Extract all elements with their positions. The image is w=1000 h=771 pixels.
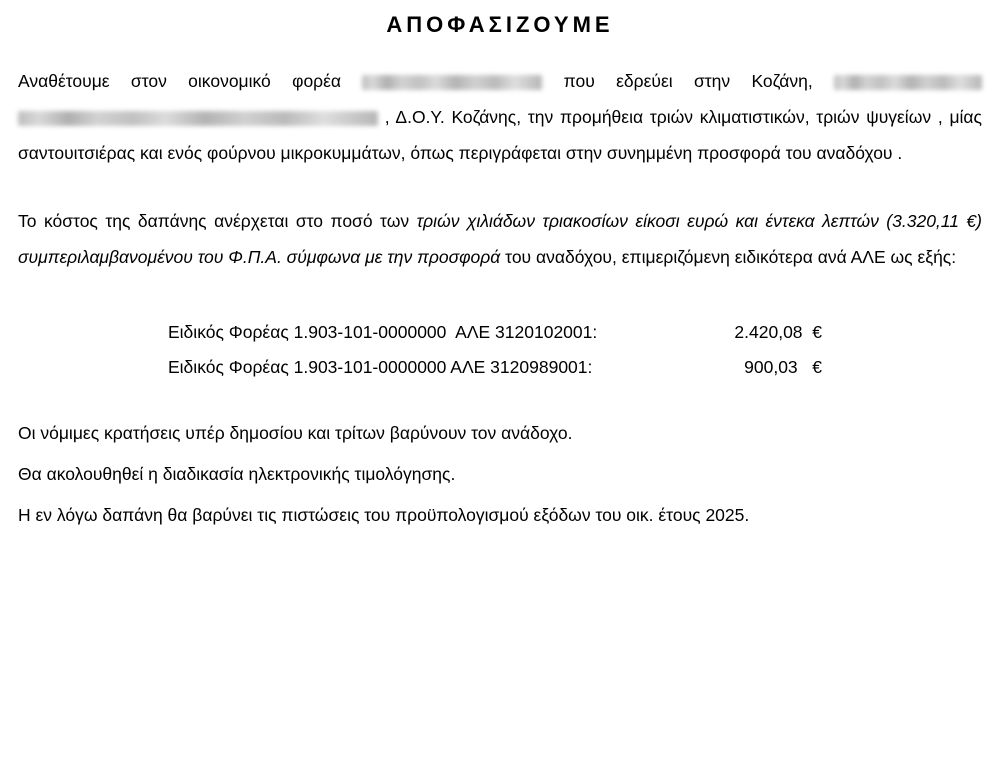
cost-text-part2: του αναδόχου, επιμεριζόμενη ειδικότερα ανά ΑΛΕ ως εξής: bbox=[505, 246, 957, 267]
allocation-table bbox=[168, 315, 982, 385]
award-text-part2: που εδρεύει στην Κοζάνη, bbox=[542, 71, 834, 91]
paragraph-spacer-3 bbox=[18, 385, 982, 415]
closing-block bbox=[18, 415, 982, 533]
allocation-row bbox=[168, 350, 982, 385]
closing-line: Θα ακολουθηθεί η διαδικασία ηλεκτρονικής τιμολόγησης. bbox=[18, 464, 456, 485]
award-text-part1: Αναθέτουμε στον οικονομικό φορέα bbox=[18, 71, 363, 91]
allocation-amount: 900,03 € bbox=[744, 357, 822, 378]
page-title: ΑΠΟΦΑΣΙΖΟΥΜΕ bbox=[386, 12, 614, 37]
redacted-contractor-name bbox=[362, 75, 542, 90]
closing-line: Οι νόμιμες κρατήσεις υπέρ δημοσίου και τρίτων βαρύνουν τον ανάδοχο. bbox=[18, 423, 573, 444]
allocation-label: Ειδικός Φορέας 1.903-101-0000000 ΑΛΕ 3120102001: bbox=[168, 322, 598, 343]
allocation-amount: 2.420,08 € bbox=[734, 322, 822, 343]
allocation-label: Ειδικός Φορέας 1.903-101-0000000 ΑΛΕ 3120989001: bbox=[168, 357, 593, 378]
award-paragraph bbox=[18, 64, 982, 172]
award-text-part3: , Δ.Ο.Υ. Κοζάνης, την προμήθεια τριών κλιματιστικών, τριών ψυγείων , μίας σαντουιτσιέρας και ενός φούρνου μικροκυμμάτων, όπως περιγράφεται στην συνημμένη προσφορά του αναδόχου . bbox=[18, 106, 982, 163]
closing-line: Η εν λόγω δαπάνη θα βαρύνει τις πιστώσεις του προϋπολογισμού εξόδων του οικ. έτους 2025. bbox=[18, 504, 750, 525]
paragraph-spacer-2 bbox=[18, 285, 982, 315]
cost-paragraph bbox=[18, 204, 982, 276]
cost-text-part1: Το κόστος της δαπάνης ανέρχεται στο ποσό των bbox=[18, 210, 417, 231]
cost-amount-italic: τριών χιλιάδων τριακοσίων είκοσι ευρώ και έντεκα λεπτών (3.320,11 €) συμπεριλαμβανομένου του Φ.Π.Α. σύμφωνα με την προσφορά bbox=[18, 210, 982, 267]
redacted-address bbox=[834, 75, 982, 90]
document-page bbox=[0, 12, 1000, 771]
paragraph-spacer-1 bbox=[18, 182, 982, 204]
allocation-row bbox=[168, 315, 982, 350]
redacted-identifiers bbox=[18, 111, 378, 126]
